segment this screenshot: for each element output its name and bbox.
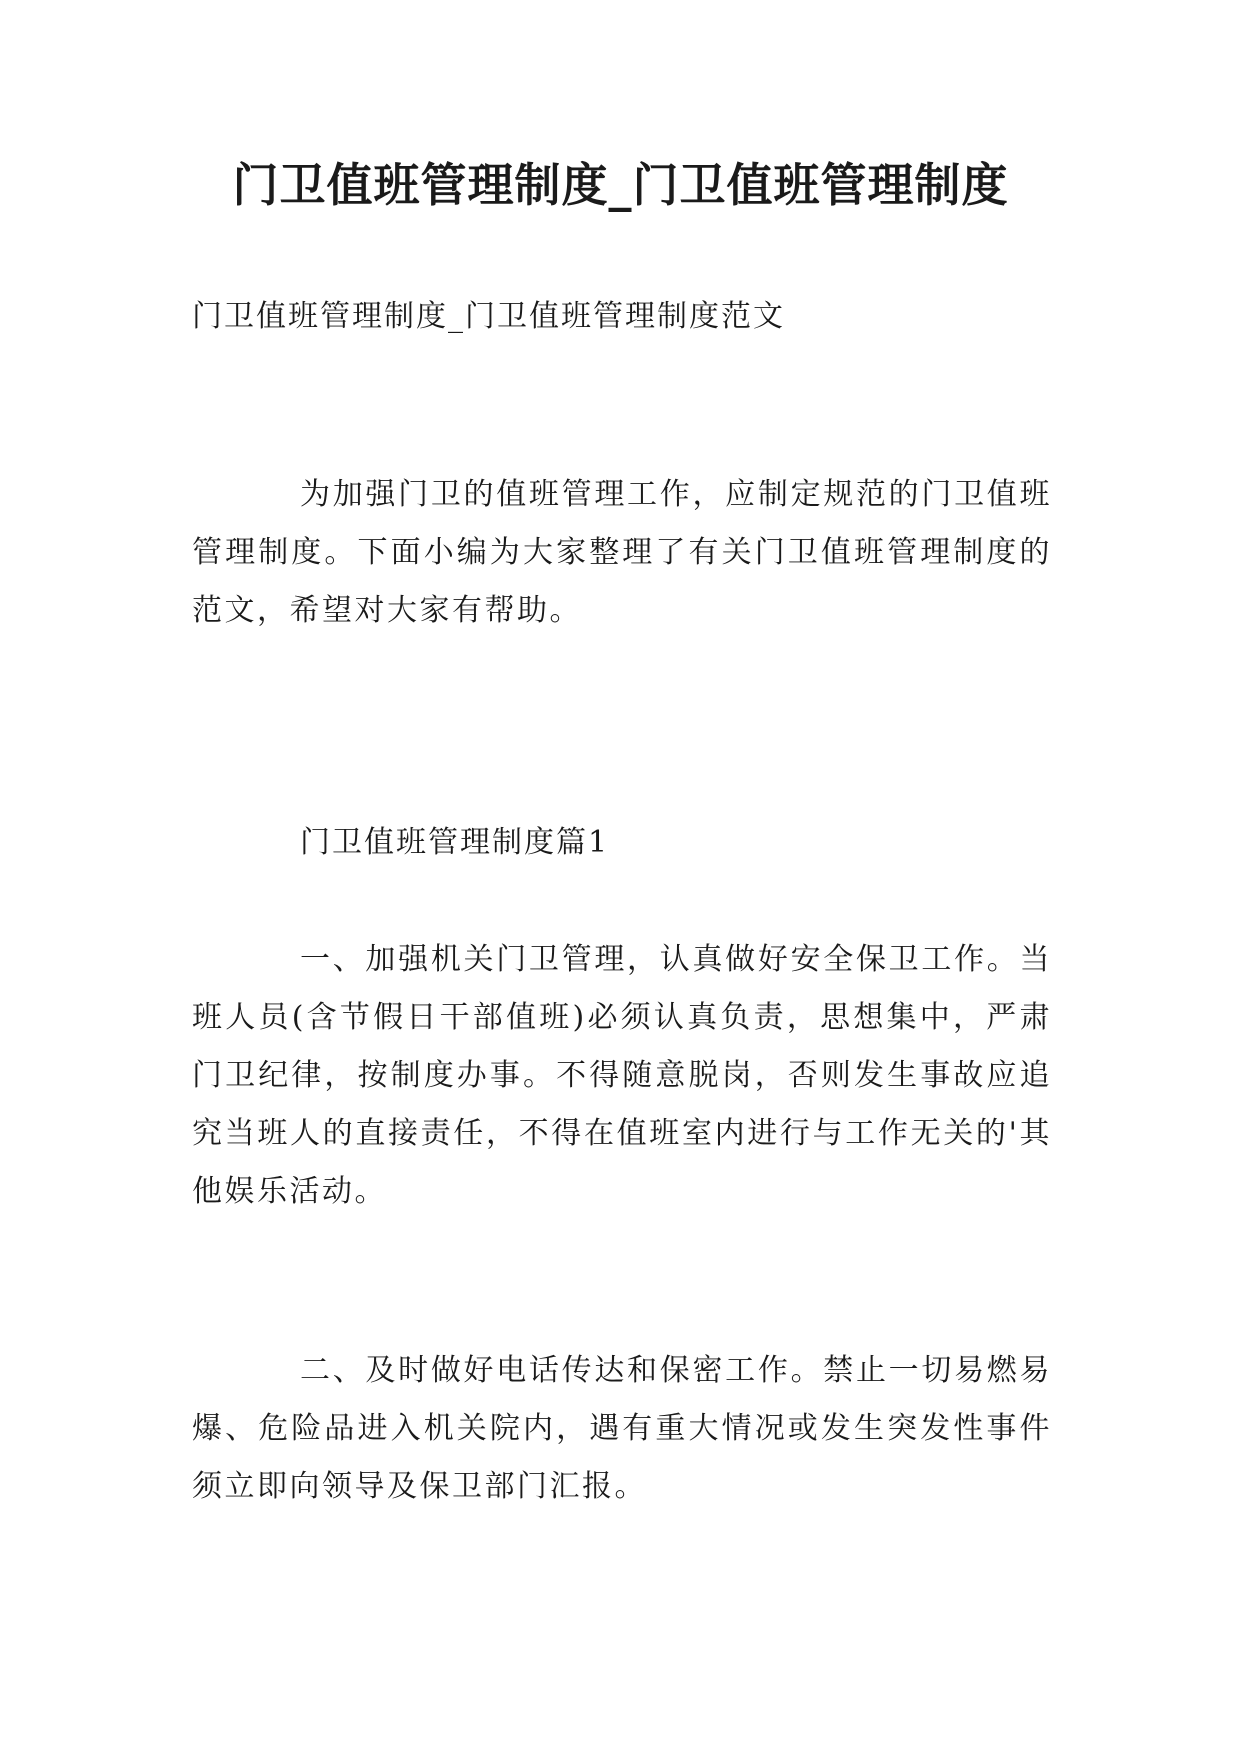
paragraph-item-one: 一、加强机关门卫管理，认真做好安全保卫工作。当班人员(含节假日干部值班)必须认真负责，思想集中，严肃门卫纪律，按制度办事。不得随意脱岗，否则发生事故应追究当班人的直接责任，不得在值班室内进行与工作无关的'其他娱乐活动。 — [192, 942, 1052, 1209]
document-subtitle: 门卫值班管理制度_门卫值班管理制度范文 — [192, 299, 785, 334]
section-heading: 门卫值班管理制度篇1 — [300, 825, 610, 860]
document-title: 门卫值班管理制度_门卫值班管理制度 — [232, 158, 1009, 212]
intro-paragraph: 为加强门卫的值班管理工作，应制定规范的门卫值班管理制度。下面小编为大家整理了有关门卫值班管理制度的范文，希望对大家有帮助。 — [192, 477, 1052, 628]
paragraph-item-two: 二、及时做好电话传达和保密工作。禁止一切易燃易爆、危险品进入机关院内，遇有重大情况或发生突发性事件须立即向领导及保卫部门汇报。 — [192, 1353, 1052, 1504]
